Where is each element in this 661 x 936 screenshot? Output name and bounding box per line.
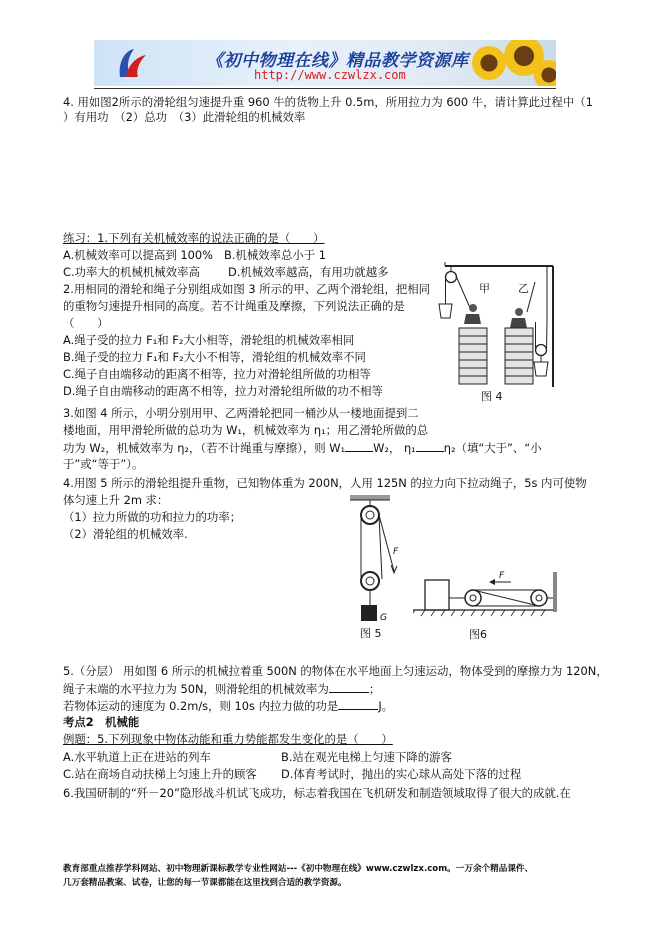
practice1-option-a: A.机械效率可以提高到 100% — [63, 248, 213, 262]
banner-title: 《初中物理在线》精品教学资源库 — [206, 51, 469, 71]
q3-line3-part3: η₂（填“大于”、“小 — [443, 441, 542, 455]
example5-option-a: A.水平轨道上正在进站的列车 — [63, 750, 211, 764]
q2-option-b: B.绳子受的拉力 F₁和 F₂大小不相等，滑轮组的机械效率不同 — [63, 350, 366, 364]
q4b-line2: 体匀速上升 2m 求： — [63, 493, 169, 507]
q3-line2: 楼地面，用甲滑轮所做的总功为 W₁，机械效率为 η₁；用乙滑轮所做的总 — [63, 423, 429, 437]
practice1-option-c: C.功率大的机械机械效率高 — [63, 265, 200, 279]
q5-line2-end: ； — [368, 682, 381, 696]
q3-line3-part1: 功为 W₂，机械效率为 η₂，（若不计绳重与摩擦），则 W₁ — [63, 441, 346, 455]
q5-line1: 5.（分层） 用如图 6 所示的机械拉着重 500N 的物体在水平地面上匀速运动，物体受到的摩擦力为 120N， — [63, 664, 608, 678]
example5-option-c: C.站在商场自动扶梯上匀速上升的顾客 — [63, 767, 257, 781]
figure6-caption: 图6 — [469, 628, 487, 641]
q5-blank-work[interactable] — [338, 698, 378, 710]
figure4-label-yi: 乙 — [518, 282, 529, 295]
footer-line1: 教育部重点推荐学科网站、初中物理新课标教学专业性网站---《初中物理在线》www.czwlzx.com。一万余个精品课件、 — [63, 864, 534, 874]
header-banner — [94, 40, 556, 86]
section2-title: 考点2 机械能 — [63, 715, 140, 729]
q4-line2: ）有用功 （2）总功 （3）此滑轮组的机械效率 — [63, 110, 306, 124]
q5-blank-efficiency[interactable] — [329, 681, 369, 693]
q4-line1: 4. 用如图2所示的滑轮组匀速提升重 960 牛的货物上升 0.5m，所用拉力为 600 牛，请计算此过程中（1 — [63, 95, 593, 109]
sunflower-image — [534, 60, 556, 86]
q5-line3-end: J。 — [378, 699, 394, 713]
q5-line3 — [63, 698, 393, 713]
q5-line2-text: 绳子末端的水平拉力为 50N，则滑轮组的机械效率为 — [63, 682, 329, 696]
q4b-sub2: （2）滑轮组的机械效率. — [63, 527, 188, 541]
q2-line3: （ ） — [63, 316, 109, 330]
figure4-caption: 图 4 — [481, 390, 503, 403]
q2-line1: 2.用相同的滑轮和绳子分别组成如图 3 所示的甲、乙两个滑轮组，把相同 — [63, 282, 431, 296]
figure-6 — [413, 568, 565, 648]
q3-blank-w[interactable] — [345, 440, 373, 452]
figure5-force-label: F — [393, 547, 399, 557]
q5-line2 — [63, 681, 380, 696]
example5-stem — [63, 732, 393, 746]
q5-line3-text: 若物体运动的速度为 0.2m/s，则 10s 内拉力做的功是 — [63, 699, 339, 713]
figure-4 — [435, 262, 557, 402]
practice-stem: 下列有关机械效率的说法正确的是（ ） — [108, 231, 325, 245]
q3-line4: 于”或“等于”）。 — [63, 457, 144, 471]
q2-option-d: D.绳子自由端移动的距离不相等，拉力对滑轮组所做的功不相等 — [63, 384, 383, 398]
q4b-sub1: （1）拉力所做的功和拉力的功率； — [63, 510, 242, 524]
q6-line1: 6.我国研制的“歼－20”隐形战斗机试飞成功，标志着我国在飞机研发和制造领域取得了很大的成就.在 — [63, 786, 571, 800]
example5-option-b: B.站在观光电梯上匀速下降的游客 — [281, 750, 452, 764]
q4b-line1: 4.用图 5 所示的滑轮组提升重物，已知物体重为 200N，人用 125N 的拉力向下拉动绳子，5s 内可使物 — [63, 476, 587, 490]
q2-option-c: C.绳子自由端移动的距离不相等，拉力对滑轮组所做的功相等 — [63, 367, 371, 381]
figure-5 — [342, 493, 406, 643]
figure5-weight-label: G — [380, 613, 387, 623]
footer-line2: 几万套精品教案、试卷，让您的每一节课都能在这里找到合适的教学资源。 — [63, 878, 347, 888]
figure6-force-label: F — [499, 571, 505, 581]
figure4-label-jia: 甲 — [479, 282, 490, 295]
q3-blank-eta[interactable] — [416, 440, 444, 452]
banner-url: http://www.czwlzx.com — [254, 68, 406, 82]
practice1-option-b: B.机械效率总小于 1 — [224, 248, 327, 262]
q3-line3-part2: W₂， η₁ — [373, 441, 416, 455]
q3-line3 — [63, 440, 542, 455]
q2-line2: 的重物匀速提升相同的高度。若不计绳重及摩擦，下列说法正确的是 — [63, 299, 405, 313]
q3-line1: 3.如图 4 所示，小明分别用甲、乙两滑轮把同一桶沙从一楼地面提到二 — [63, 406, 419, 420]
practice1-option-d: D.机械效率越高，有用功就越多 — [228, 265, 389, 279]
figure5-caption: 图 5 — [360, 627, 382, 640]
practice-prefix: 练习：1. — [63, 231, 109, 245]
example5-option-d: D.体育考试时，抛出的实心球从高处下落的过程 — [281, 767, 522, 781]
header-rule — [94, 88, 556, 89]
logo-icon — [114, 45, 152, 81]
example5-stem-text: 下列现象中物体动能和重力势能都发生变化的是（ ） — [108, 732, 393, 746]
q2-option-a: A.绳子受的拉力 F₁和 F₂大小相等，滑轮组的机械效率相同 — [63, 333, 355, 347]
sunflower-image — [472, 46, 506, 80]
practice1-stem — [63, 231, 324, 245]
example5-prefix: 例题：5. — [63, 732, 109, 746]
